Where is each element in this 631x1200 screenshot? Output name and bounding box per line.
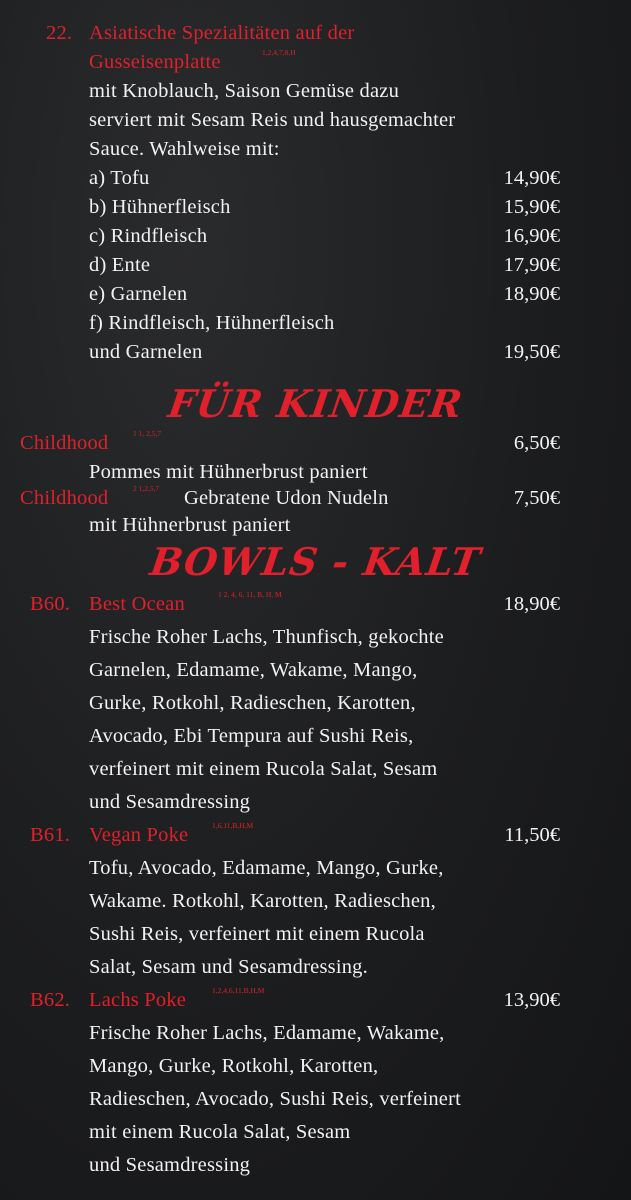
- option-price: 17,90€: [503, 254, 560, 276]
- item-title: Gusseisenplatte: [89, 51, 221, 73]
- item-title: Lachs Poke: [89, 989, 187, 1011]
- item-number: B61.: [30, 824, 71, 846]
- item-title: Childhood: [20, 432, 109, 454]
- section-heading-bowls: BOWLS - KALT: [147, 539, 484, 584]
- option-price: 16,90€: [503, 225, 560, 247]
- item-description: Wakame. Rotkohl, Karotten, Radieschen,: [89, 890, 436, 912]
- item-title: Best Ocean: [89, 593, 185, 615]
- item-price: 11,50€: [504, 824, 560, 846]
- allergen-codes: 1 2, 4, 6, 11, B, H, M: [218, 590, 282, 599]
- item-price: 18,90€: [503, 593, 560, 615]
- item-number: B62.: [30, 989, 71, 1011]
- item-description: verfeinert mit einem Rucola Salat, Sesam: [89, 758, 438, 780]
- item-description: mit Knoblauch, Saison Gemüse dazu: [89, 80, 400, 102]
- allergen-codes: 1,6,11,B,H,M: [212, 821, 254, 830]
- option-price: 18,90€: [503, 283, 560, 305]
- allergen-codes: 1,2,4,6,11,B,H,M: [212, 986, 265, 995]
- option-price: 19,50€: [503, 341, 560, 363]
- option-label: d) Ente: [89, 254, 151, 276]
- item-number: 22.: [46, 22, 73, 44]
- item-description: Sauce. Wahlweise mit:: [89, 138, 280, 160]
- item-price: 6,50€: [513, 432, 560, 454]
- item-title: Childhood: [20, 487, 109, 509]
- item-description: Gebratene Udon Nudeln: [184, 487, 389, 509]
- option-label: b) Hühnerfleisch: [89, 196, 231, 218]
- item-description: und Sesamdressing: [89, 1154, 251, 1176]
- item-price: 7,50€: [513, 487, 560, 509]
- option-price: 15,90€: [503, 196, 560, 218]
- item-title: Vegan Poke: [89, 824, 189, 846]
- option-label: c) Rindfleisch: [89, 225, 208, 247]
- item-description: Frische Roher Lachs, Edamame, Wakame,: [89, 1022, 445, 1044]
- option-label: e) Garnelen: [89, 283, 188, 305]
- item-price: 13,90€: [503, 989, 560, 1011]
- item-description: Frische Roher Lachs, Thunfisch, gekochte: [89, 626, 444, 648]
- item-description: Sushi Reis, verfeinert mit einem Rucola: [89, 923, 425, 945]
- allergen-codes: 1 1, 2,5,7: [133, 429, 162, 438]
- item-description: mit einem Rucola Salat, Sesam: [89, 1121, 351, 1143]
- item-description: Radieschen, Avocado, Sushi Reis, verfeinert: [89, 1088, 462, 1110]
- option-price: 14,90€: [503, 167, 560, 189]
- item-title: Asiatische Spezialitäten auf der: [89, 22, 355, 44]
- item-description: Mango, Gurke, Rotkohl, Karotten,: [89, 1055, 379, 1077]
- allergen-codes: 2 1,2,5,7: [133, 484, 160, 493]
- option-label: und Garnelen: [89, 341, 203, 363]
- item-description: Garnelen, Edamame, Wakame, Mango,: [89, 659, 418, 681]
- item-description: Pommes mit Hühnerbrust paniert: [89, 461, 368, 483]
- item-description: Gurke, Rotkohl, Radieschen, Karotten,: [89, 692, 416, 714]
- item-description: mit Hühnerbrust paniert: [89, 514, 291, 536]
- item-description: Salat, Sesam und Sesamdressing.: [89, 956, 368, 978]
- allergen-codes: 1,2,4,7,8,H: [262, 48, 296, 57]
- item-description: und Sesamdressing: [89, 791, 251, 813]
- item-description: serviert mit Sesam Reis und hausgemachter: [89, 109, 456, 131]
- item-description: Tofu, Avocado, Edamame, Mango, Gurke,: [89, 857, 444, 879]
- item-number: B60.: [30, 593, 71, 615]
- section-heading-kinder: FÜR KINDER: [165, 381, 466, 426]
- option-label: a) Tofu: [89, 167, 150, 189]
- option-label: f) Rindfleisch, Hühnerfleisch: [89, 312, 335, 334]
- item-description: Avocado, Ebi Tempura auf Sushi Reis,: [89, 725, 414, 747]
